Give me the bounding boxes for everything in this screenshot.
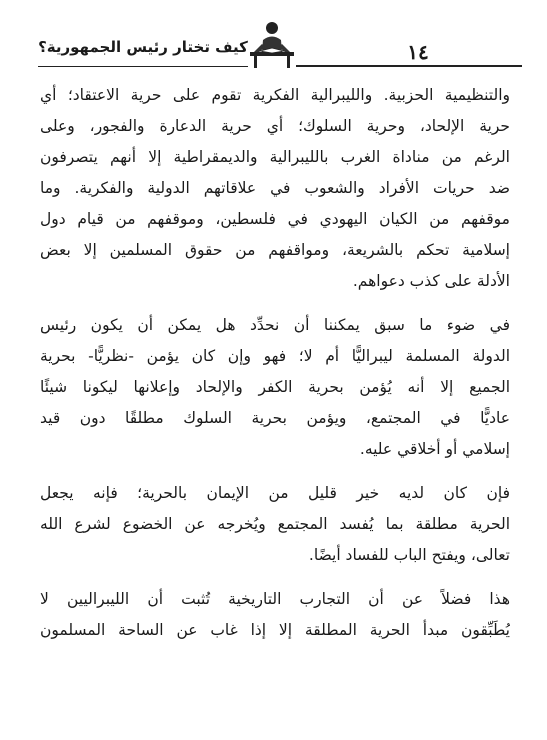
text-line: والتنظيمية الحزبية. والليبرالية الفكرية تقوم على حرية الاعتقاد؛ أي <box>40 86 510 104</box>
text-line: الحرية مطلقة بما يُفسد المجتمع ويُخرجه عن الخضوع لشرع الله <box>40 515 510 533</box>
text-line: الرغم من مناداة الغرب بالليبرالية والديمقراطية إلا أنهم يتصرفون <box>40 148 510 166</box>
paragraph-2 <box>40 310 510 465</box>
body-text <box>40 80 510 646</box>
text-line: عاديًّا في المجتمع، ويؤمن بحرية السلوك مطلقًا دون قيد <box>40 409 510 427</box>
text-line: في ضوء ما سبق يمكننا أن نحدِّد هل يمكن أن يكون رئيس <box>40 316 510 334</box>
text-line: هذا فضلاً عن أن التجارب التاريخية تُثبت أن الليبراليين لا <box>40 590 510 608</box>
text-line: إسلامية تحكم بالشريعة، ومواقفهم من حقوق المسلمين إلا بعض <box>40 241 510 259</box>
text-line: تعالى، ويفتح الباب للفساد أيضًا. <box>308 546 510 564</box>
text-line: الأدلة على كذب دعواهم. <box>352 272 510 290</box>
text-line: الدولة المسلمة ليبراليًّا أم لا؛ فهو وإن كان يؤمن -نظريًّا- بحرية <box>40 347 510 365</box>
text-line: إسلامي أو أخلاقي عليه. <box>359 440 510 458</box>
paragraph-3 <box>40 478 510 571</box>
text-line: حرية الإلحاد، وحرية السلوك؛ أي حرية الدعارة والفجور، وعلى <box>40 117 510 135</box>
page-header <box>38 18 520 74</box>
text-line: فإن كان لديه خير قليل من الإيمان بالحرية؛ فإنه يجعل <box>40 484 510 502</box>
header-rule-left <box>38 66 248 67</box>
text-line: موقفهم من الكيان اليهودي في فلسطين، وموقفهم من قيام دول <box>40 210 510 228</box>
reader-at-desk-icon <box>246 18 298 70</box>
page-number: ١٤ <box>407 40 429 64</box>
paragraph-1 <box>40 80 510 297</box>
text-line: ضد حريات الأفراد والشعوب في علاقاتهم الدولية والفكرية. وما <box>40 179 510 197</box>
running-title: كيف تختار رئيس الجمهورية؟ <box>38 38 248 56</box>
text-line: يُطَبِّقون مبدأ الحرية المطلقة إلا إذا غاب عن الساحة المسلمون <box>40 621 510 639</box>
header-rule <box>296 65 522 67</box>
paragraph-4 <box>40 584 510 646</box>
text-line: الجميع إلا أنه يُؤمن بحرية الكفر والإلحاد وإعلانها ليكونا شيئًا <box>40 378 510 396</box>
